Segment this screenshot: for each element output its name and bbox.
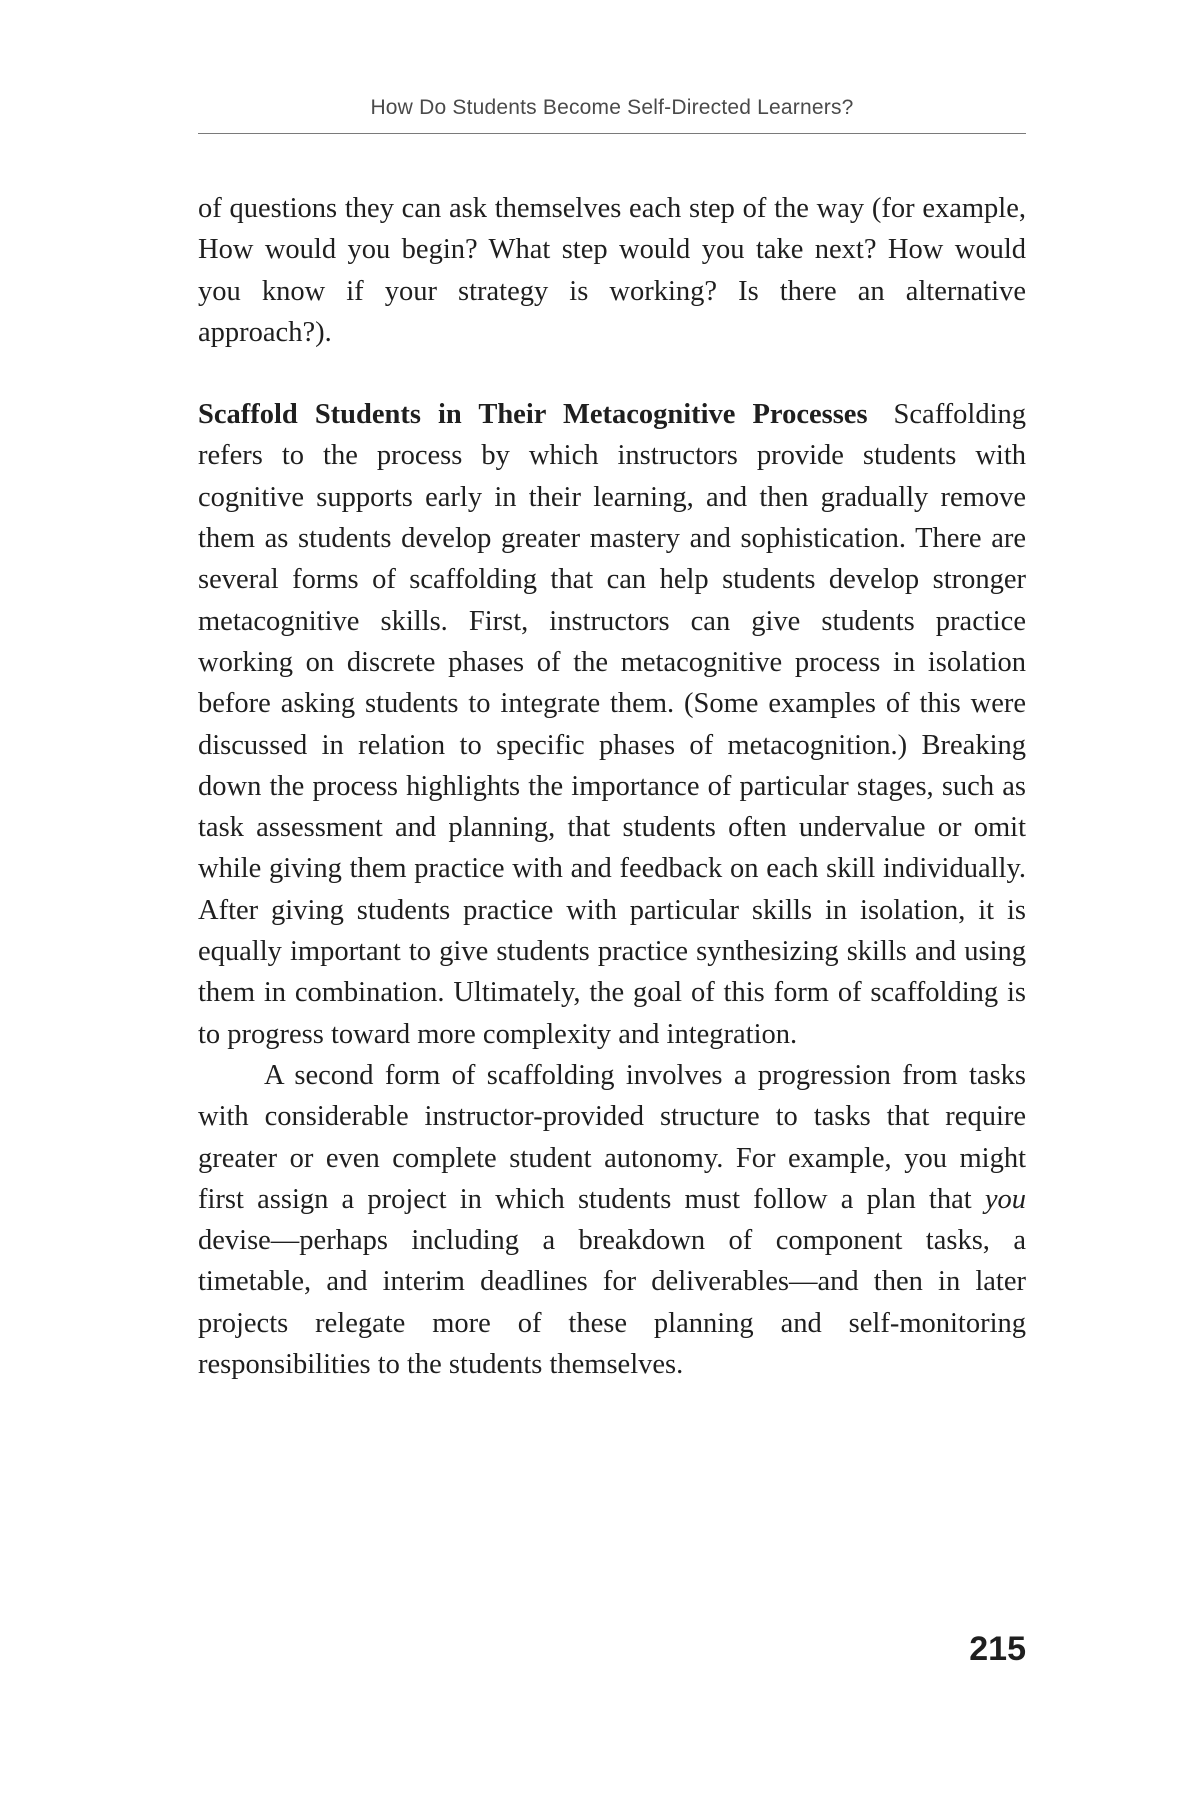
continued-paragraph: of questions they can ask themselves each step of the way (for example, How would you begin? What step would you take next? How would you know if your strategy is working? Is there an alternative approach?). [198,193,1026,348]
running-head: How Do Students Become Self-Directed Learners? [370,96,854,119]
section-heading: Scaffold Students in Their Metacognitive Processes [198,399,868,431]
section-paragraph-2-text-b: devise—perhaps including a breakdown of component tasks, a timetable, and interim deadlines for deliverables—and then in later projects relegate more of these planning and self-monitoring responsibilities to the students themselves. [198,1225,1026,1381]
emphasis-you: you [984,1183,1026,1215]
page-body [198,188,1026,1385]
section-paragraph-1-text: Scaffolding refers to the process by which instructors provide students with cognitive supports early in their learning, and then gradually remove them as students develop greater mastery and sophistication. There are several forms of scaffolding that can help students develop stronger metacognitive skills. First, instructors can give students practice working on discrete phases of the metacognitive process in isolation before asking students to integrate them. (Some examples of this were discussed in relation to specific phases of metacognition.) Breaking down the process highlights the importance of particular stages, such as task assessment and planning, that students often undervalue or omit while giving them practice with and feedback on each skill individually. After giving students practice with particular skills in isolation, it is equally important to give students practice synthesizing skills and using them in combination. Ultimately, the goal of this form of scaffolding is to progress toward more complexity and integration. [198,399,1026,1050]
section-paragraph-2 [198,1055,1026,1385]
header-divider [198,133,1026,134]
section-paragraph-1 [198,394,1026,1055]
section-paragraph-2-text-a: A second form of scaffolding involves a progression from tasks with considerable instructor-provided structure to tasks that require greater or even complete student autonomy. For example, you might first assign a project in which students must follow a plan that [198,1059,1026,1215]
page-number: 215 [969,1630,1026,1668]
